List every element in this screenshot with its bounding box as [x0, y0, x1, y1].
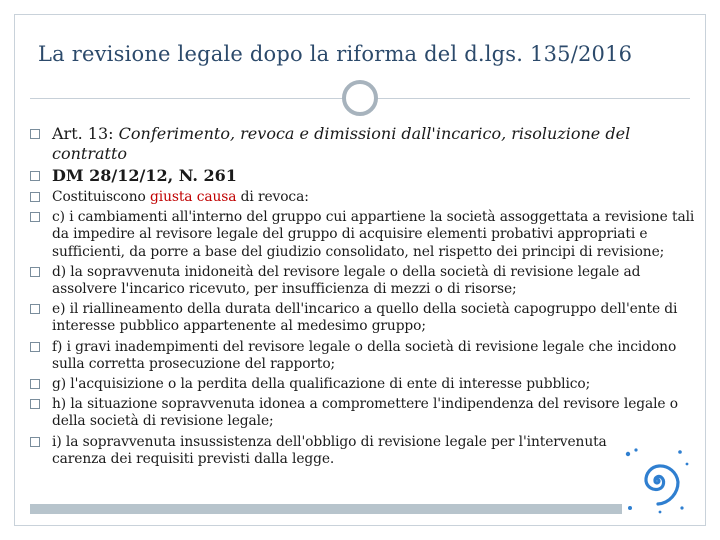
slide-content [30, 124, 698, 468]
list-item-dm [30, 166, 698, 186]
list-item-e [30, 301, 698, 335]
list-item-c [30, 209, 698, 261]
bottom-bar [30, 504, 690, 514]
list-item-giusta-causa [30, 189, 698, 206]
giusta-causa-before: Costituiscono [52, 189, 151, 205]
bullet-icon [30, 304, 40, 314]
item-f-text: f) i gravi inadempimenti del revisore legale o della società di revisione legale che incidono sulla corretta prosecuzione del rapporto; [52, 338, 677, 372]
bullet-icon [30, 379, 40, 389]
bullet-icon [30, 129, 40, 139]
bullet-icon [30, 192, 40, 202]
item-h-text: h) la situazione sopravvenuta idonea a compromettere l'indipendenza del revisore legale o della società di revisione legale; [52, 396, 678, 430]
giusta-causa-after: di revoca: [236, 189, 309, 205]
item-d-text: d) la sopravvenuta inidoneità del revisore legale o della società di revisione legale ad assolvere l'incarico ricevuto, per insufficienza di mezzi o di risorse; [52, 263, 641, 298]
item-i-text: i) la sopravvenuta insussistenza dell'obbligo di revisione legale per l'intervenuta carenza dei requisiti previsti dalla legge. [52, 433, 607, 467]
art13-prefix: Art. 13: [52, 124, 119, 143]
bullet-icon [30, 171, 40, 181]
bullet-icon [30, 399, 40, 409]
item-g-text: g) l'acquisizione o la perdita della qualificazione di ente di interesse pubblico; [52, 376, 591, 393]
spiral-icon [622, 446, 692, 516]
bullet-icon [30, 437, 40, 447]
bullet-icon [30, 342, 40, 352]
item-c-text: c) i cambiamenti all'interno del gruppo cui appartiene la società assoggettata a revisione tali da impedire al revisore legale del gruppo di acquisire elementi probativi appropriati e sufficienti, da porre a base del giudizio consolidato, nel rispetto dei principi di revisione; [52, 209, 695, 260]
list-item-i [30, 434, 698, 468]
list-item-h [30, 396, 698, 430]
slide-title: La revisione legale dopo la riforma del d.lgs. 135/2016 [38, 42, 633, 66]
bullet-icon [30, 212, 40, 222]
bullet-icon [30, 267, 40, 277]
item-e-text: e) il riallineamento della durata dell'incarico a quello della società capogruppo dell'ente di interesse pubblico appartenente al medesimo gruppo; [52, 301, 678, 335]
list-item-g [30, 376, 698, 393]
art13-title: Conferimento, revoca e dimissioni dall'incarico, risoluzione del contratto [52, 124, 631, 163]
list-item-art13 [30, 124, 698, 164]
giusta-causa-highlight: giusta causa [150, 189, 237, 205]
dm-reference: DM 28/12/12, N. 261 [52, 166, 237, 185]
ring-icon [342, 80, 378, 116]
list-item-d [30, 264, 698, 298]
list-item-f [30, 339, 698, 373]
